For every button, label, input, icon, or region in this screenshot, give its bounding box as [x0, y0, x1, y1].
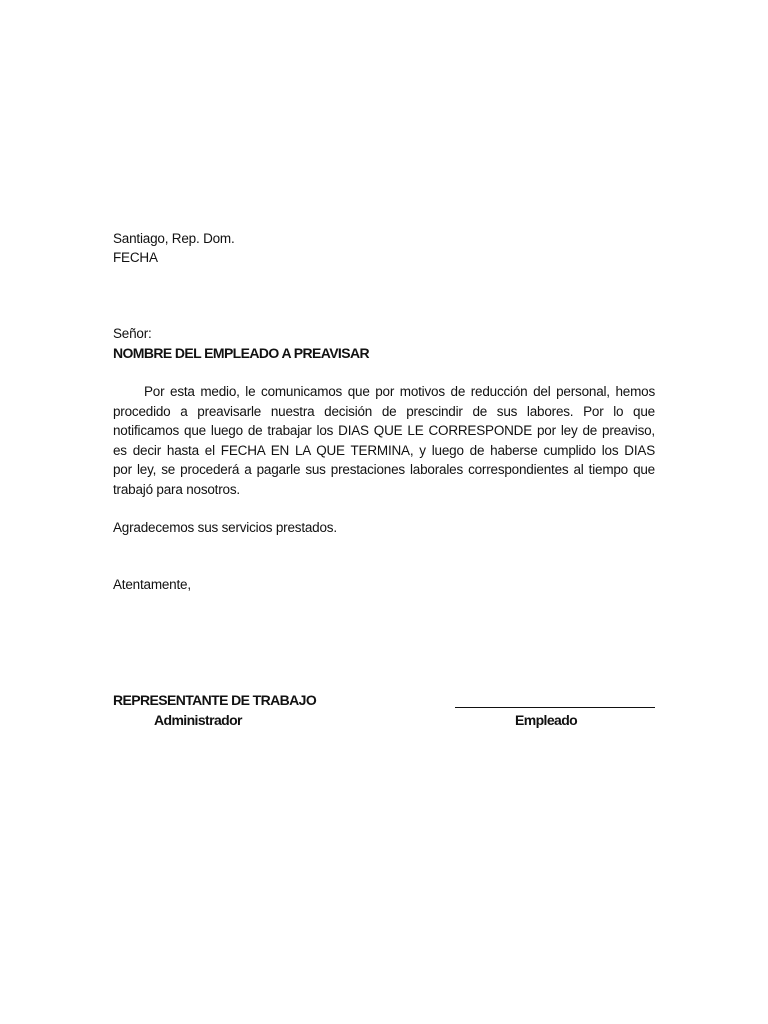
date-line: FECHA [113, 250, 158, 265]
salutation: Señor: [113, 326, 152, 341]
closing-line: Atentamente, [113, 577, 191, 592]
body-line: es decir hasta el FECHA EN LA QUE TERMINA, y luego de haberse cumplido los DIAS [113, 442, 655, 458]
representative-name: REPRESENTANTE DE TRABAJO [113, 692, 317, 708]
body-line: por ley, se procederá a pagarle sus prestaciones laborales correspondientes al tiempo que [113, 462, 655, 477]
recipient-name: NOMBRE DEL EMPLEADO A PREAVISAR [113, 345, 369, 361]
representative-title: Administrador [154, 712, 242, 728]
thanks-line: Agradecemos sus servicios prestados. [113, 520, 337, 535]
employee-signature-line [455, 707, 655, 708]
body-line: trabajó para nosotros. [113, 481, 240, 497]
employee-title: Empleado [515, 712, 578, 728]
body-line: procedido a preavisarle nuestra decisión de prescindir de sus labores. Por lo que [113, 403, 655, 419]
body-line: Por esta medio, le comunicamos que por motivos de reducción del personal, hemos [144, 384, 655, 399]
body-line: notificamos que luego de trabajar los DIAS QUE LE CORRESPONDE por ley de preaviso, [113, 423, 655, 438]
body-paragraph [113, 382, 655, 499]
location-line: Santiago, Rep. Dom. [113, 231, 235, 246]
